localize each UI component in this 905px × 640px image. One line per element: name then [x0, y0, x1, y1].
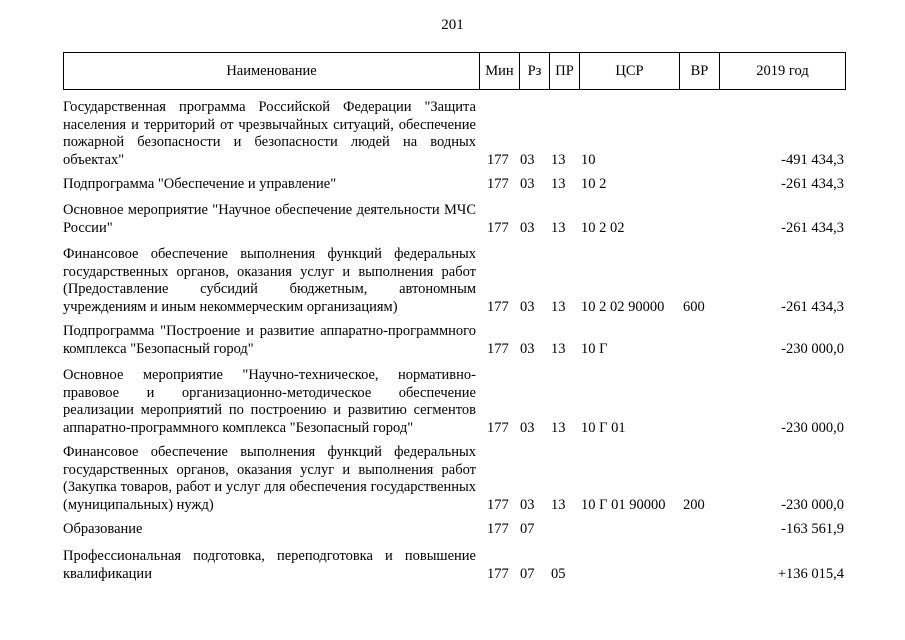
row-min: 177 — [487, 151, 509, 168]
row-min: 177 — [487, 340, 509, 357]
row-pr: 13 — [551, 219, 566, 236]
row-name: Подпрограмма "Построение и развитие аппаратно-программного комплекса "Безопасный город" — [63, 323, 476, 357]
page-number: 201 — [441, 17, 464, 33]
row-pr: 05 — [551, 565, 566, 582]
table-row — [63, 176, 846, 194]
row-rz: 07 — [520, 521, 535, 537]
row-min: 177 — [487, 521, 509, 537]
table-row — [63, 99, 846, 169]
row-vr: 600 — [683, 298, 705, 315]
row-min: 177 — [487, 298, 509, 315]
row-rz: 03 — [520, 298, 535, 315]
row-min: 177 — [487, 176, 509, 192]
table-row — [63, 367, 846, 437]
row-csr: 10 Г — [581, 340, 608, 357]
row-amount: -261 434,3 — [781, 176, 844, 192]
table-row — [63, 548, 846, 583]
header-name: Наименование — [226, 63, 317, 79]
row-name: Профессиональная подготовка, переподготовка и повышение квалификации — [63, 548, 476, 582]
row-rz: 07 — [520, 565, 535, 582]
row-name: Государственная программа Российской Федерации "Защита населения и территорий от чрезвычайных ситуаций, обеспечение пожарной безопасности и безопасности людей на водных объектах" — [63, 99, 476, 168]
row-pr: 13 — [551, 340, 566, 357]
row-min: 177 — [487, 419, 509, 436]
row-csr: 10 2 02 90000 — [581, 298, 665, 315]
row-amount: -163 561,9 — [781, 521, 844, 537]
table-header — [63, 52, 846, 90]
row-rz: 03 — [520, 219, 535, 236]
row-rz: 03 — [520, 151, 535, 168]
header-csr: ЦСР — [579, 53, 679, 89]
row-csr: 10 Г 01 — [581, 419, 626, 436]
row-pr: 13 — [551, 298, 566, 315]
row-min: 177 — [487, 219, 509, 236]
row-csr: 10 2 — [581, 176, 607, 192]
row-csr: 10 2 02 — [581, 219, 625, 236]
table-row — [63, 202, 846, 237]
row-name: Подпрограмма "Обеспечение и управление" — [63, 176, 337, 192]
row-rz: 03 — [520, 176, 535, 192]
row-min: 177 — [487, 496, 509, 513]
row-amount: -230 000,0 — [781, 496, 844, 513]
header-vr: ВР — [679, 53, 719, 89]
header-min: Мин — [479, 53, 519, 89]
row-amount: +136 015,4 — [777, 565, 844, 582]
table-row — [63, 521, 846, 539]
row-pr: 13 — [551, 419, 566, 436]
header-pr: ПР — [549, 53, 579, 89]
row-pr: 13 — [551, 176, 566, 192]
row-name: Основное мероприятие "Научно-техническое, нормативно-правовое и организационно-методическое обеспечение реализации мероприятий по построению и развитию сегментов аппаратно-программного комплекса "Безопасный город" — [63, 367, 476, 436]
row-rz: 03 — [520, 419, 535, 436]
row-rz: 03 — [520, 340, 535, 357]
row-amount: -230 000,0 — [781, 340, 844, 357]
table-row — [63, 246, 846, 316]
row-csr: 10 — [581, 151, 596, 168]
row-amount: -230 000,0 — [781, 419, 844, 436]
row-rz: 03 — [520, 496, 535, 513]
table-row — [63, 444, 846, 514]
row-amount: -491 434,3 — [781, 151, 844, 168]
row-amount: -261 434,3 — [781, 298, 844, 315]
row-amount: -261 434,3 — [781, 219, 844, 236]
header-year: 2019 год — [719, 53, 845, 89]
row-pr: 13 — [551, 496, 566, 513]
row-pr: 13 — [551, 151, 566, 168]
table-row — [63, 323, 846, 358]
row-name: Основное мероприятие "Научное обеспечение деятельности МЧС России" — [63, 202, 476, 236]
row-csr: 10 Г 01 90000 — [581, 496, 666, 513]
header-rz: Рз — [519, 53, 549, 89]
row-name: Финансовое обеспечение выполнения функций федеральных государственных органов, оказания услуг и выполнения работ (Предоставление субсидий бюджетным, автономным учреждениям и иным некоммерческим организациям) — [63, 246, 476, 315]
row-name: Образование — [63, 521, 143, 537]
row-min: 177 — [487, 565, 509, 582]
row-vr: 200 — [683, 496, 705, 513]
row-name: Финансовое обеспечение выполнения функций федеральных государственных органов, оказания услуг и выполнения работ (Закупка товаров, работ и услуг для обеспечения государственных (муниципальных) нужд) — [63, 444, 476, 513]
